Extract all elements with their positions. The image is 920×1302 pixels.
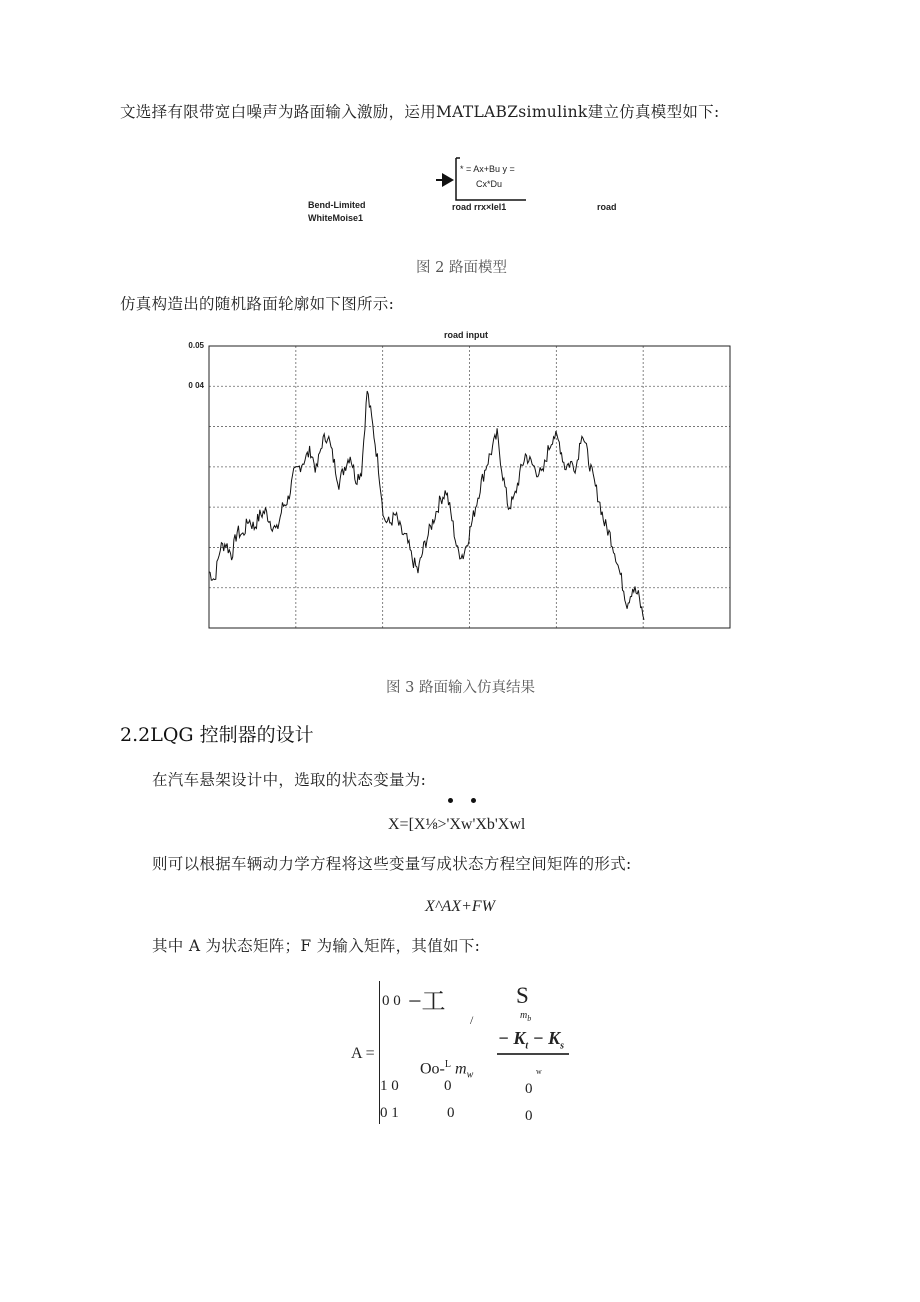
num-s: s	[560, 1040, 565, 1052]
a-row4-last: 0	[525, 1108, 533, 1124]
sink-label: road	[597, 202, 617, 212]
l-sup: L	[444, 1059, 451, 1070]
oo-text: Oo-	[420, 1060, 445, 1078]
a13: −工	[408, 989, 446, 1015]
a-row3-mid: 0	[444, 1078, 452, 1094]
y-tick-label-second: 0 04	[188, 381, 204, 390]
series-line	[209, 391, 644, 620]
state-intro: 在汽车悬架设计中，选取的状态变量为:	[152, 771, 427, 789]
mb-label	[520, 1010, 531, 1023]
derivative-dot-2	[471, 798, 476, 803]
state-space-equation: X^AX+FW	[425, 898, 495, 915]
source-label-2: WhiteMoise1	[308, 213, 364, 223]
matrix-bracket	[379, 981, 380, 1124]
a-row3-first: 1 0	[380, 1078, 399, 1094]
mb-m: m	[520, 1010, 528, 1021]
a-row4-mid: 0	[447, 1105, 455, 1121]
mb-b: b	[527, 1014, 532, 1023]
matrix-a	[340, 975, 600, 1130]
chart-title: road input	[444, 330, 488, 340]
a14: S	[516, 983, 529, 1008]
ss-equation-line2: Cx*Du	[476, 179, 503, 189]
w-small: w	[536, 1067, 542, 1076]
state-equation: X=[X⅛>'Xw'Xb'Xwl	[388, 816, 526, 833]
matrix-lhs: A =	[351, 1045, 375, 1062]
y-tick-label-top: 0.05	[188, 341, 204, 350]
m-w: m	[455, 1060, 467, 1078]
w-sub: w	[466, 1069, 474, 1081]
road-input-chart	[170, 322, 740, 634]
derivative-dot-1	[448, 798, 453, 803]
a11-a12: 0 0	[382, 993, 401, 1009]
sim-intro: 仿真构造出的随机路面轮廓如下图所示:	[120, 295, 395, 313]
a-row4-first: 0 1	[380, 1105, 399, 1121]
fraction-bar	[497, 1053, 569, 1055]
fig3-caption: 图 3 路面输入仿真结果	[386, 680, 535, 696]
chart-svg	[170, 322, 740, 634]
matrix-intro: 其中 A 为状态矩阵；F 为输入矩阵，其值如下:	[152, 937, 481, 955]
num-t: t	[525, 1040, 529, 1052]
source-label-1: Bend-Limited	[308, 200, 366, 210]
chart-grid	[209, 346, 730, 628]
ss-equation-line1: * = Ax+Bu y =	[460, 164, 515, 174]
simulink-model	[300, 150, 640, 230]
num-ks: − K	[528, 1028, 561, 1048]
fig2-caption: 图 2 路面模型	[416, 260, 507, 276]
num-kt: − K	[498, 1028, 526, 1048]
a-row3-last: 0	[525, 1081, 533, 1097]
slash-mark: /	[470, 1013, 474, 1027]
ss-block-label: road rrx×lel1	[452, 202, 507, 212]
fraction-numerator	[498, 1028, 564, 1052]
state-space-intro: 则可以根据车辆动力学方程将这些变量写成状态方程空间矩阵的形式:	[152, 855, 632, 873]
section-heading: 2.2LQG 控制器的设计	[120, 724, 314, 746]
intro-line: 文选择有限带宽白噪声为路面输入激励，运用MATLABZsimulink建立仿真模型如下:	[120, 103, 720, 121]
